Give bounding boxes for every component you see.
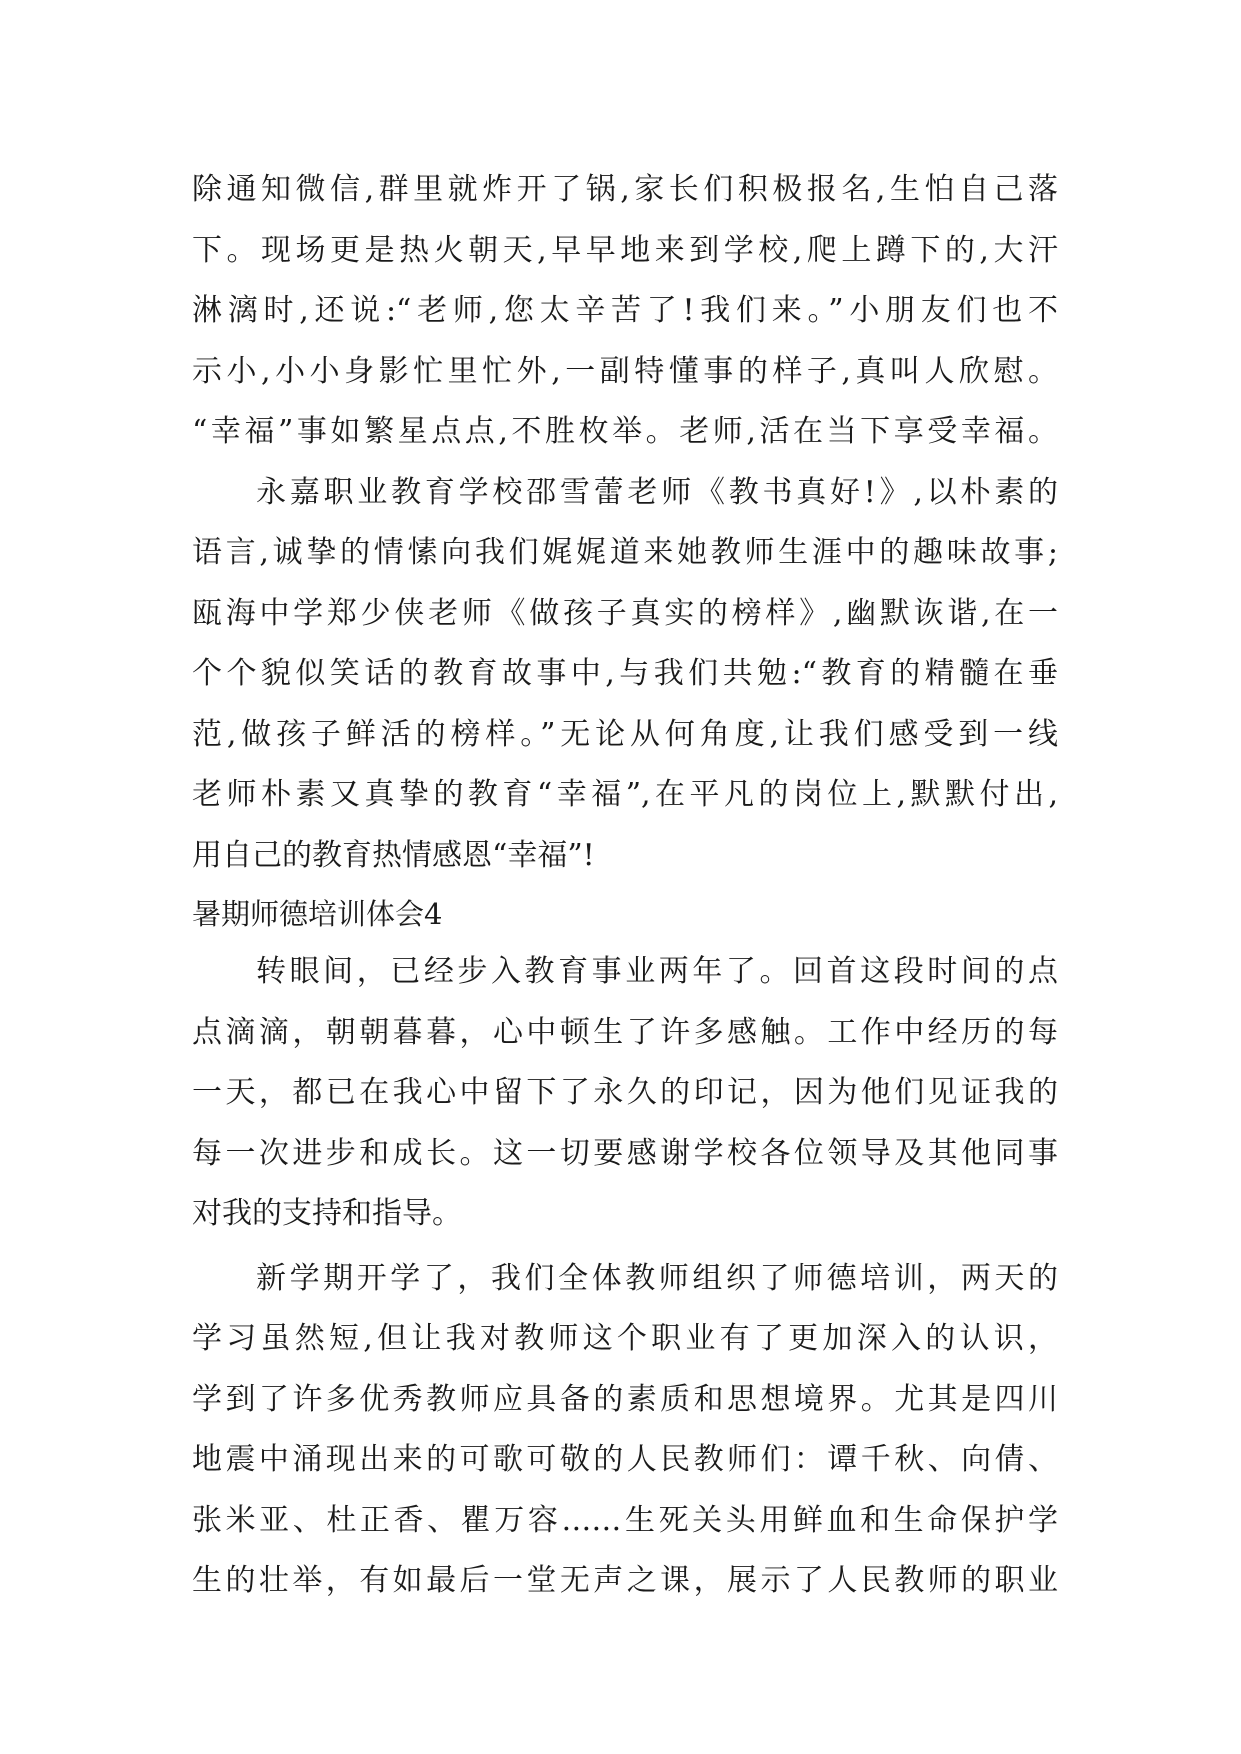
text-line: 用自己的教育热情感恩“幸福”!	[192, 837, 595, 873]
text-line: 点滴滴，朝朝暮暮，心中顿生了许多感触。工作中经历的每	[192, 1014, 1058, 1050]
text-line: “幸福”事如繁星点点,不胜枚举。老师,活在当下享受幸福。	[192, 414, 1058, 449]
text-line: 对我的支持和指导。	[192, 1196, 462, 1231]
text-line: 淋漓时,还说:“老师,您太辛苦了!我们来。”小朋友们也不	[192, 293, 1058, 328]
document-page	[192, 160, 1058, 1612]
text-line: 永嘉职业教育学校邵雪蕾老师《教书真好!》,以朴素的	[256, 474, 1058, 510]
text-line: 瓯海中学郑少侠老师《做孩子真实的榜样》,幽默诙谐,在一	[192, 595, 1058, 631]
text-line: 每一次进步和成长。这一切要感谢学校各位领导及其他同事	[192, 1135, 1058, 1171]
section-heading: 暑期师德培训体会4	[192, 897, 443, 931]
text-line: 转眼间，已经步入教育事业两年了。回首这段时间的点	[256, 954, 1058, 989]
text-line: 张米亚、杜正香、瞿万容……生死关头用鲜血和生命保护学	[192, 1502, 1058, 1538]
text-line: 新学期开学了，我们全体教师组织了师德培训，两天的	[256, 1260, 1058, 1296]
text-line: 下。现场更是热火朝天,早早地来到学校,爬上蹲下的,大汗	[192, 232, 1058, 268]
text-line: 范,做孩子鲜活的榜样。”无论从何角度,让我们感受到一线	[192, 716, 1058, 752]
text-line: 一天，都已在我心中留下了永久的印记，因为他们见证我的	[192, 1075, 1058, 1110]
text-line: 生的壮举，有如最后一堂无声之课，展示了人民教师的职业	[192, 1563, 1058, 1598]
text-line: 地震中涌现出来的可歌可敬的人民教师们：谭千秋、向倩、	[192, 1442, 1058, 1477]
text-line: 示小,小小身影忙里忙外,一副特懂事的样子,真叫人欣慰。	[192, 353, 1058, 389]
text-line: 学到了许多优秀教师应具备的素质和思想境界。尤其是四川	[192, 1381, 1058, 1417]
text-line: 个个貌似笑话的教育故事中,与我们共勉:“教育的精髓在垂	[192, 656, 1058, 691]
text-line: 语言,诚挚的情愫向我们娓娓道来她教师生涯中的趣味故事;	[192, 535, 1058, 570]
text-line: 除通知微信,群里就炸开了锅,家长们积极报名,生怕自己落	[192, 172, 1058, 207]
text-line: 学习虽然短,但让我对教师这个职业有了更加深入的认识，	[192, 1321, 1058, 1356]
text-line: 老师朴素又真挚的教育“幸福”,在平凡的岗位上,默默付出,	[192, 777, 1058, 812]
